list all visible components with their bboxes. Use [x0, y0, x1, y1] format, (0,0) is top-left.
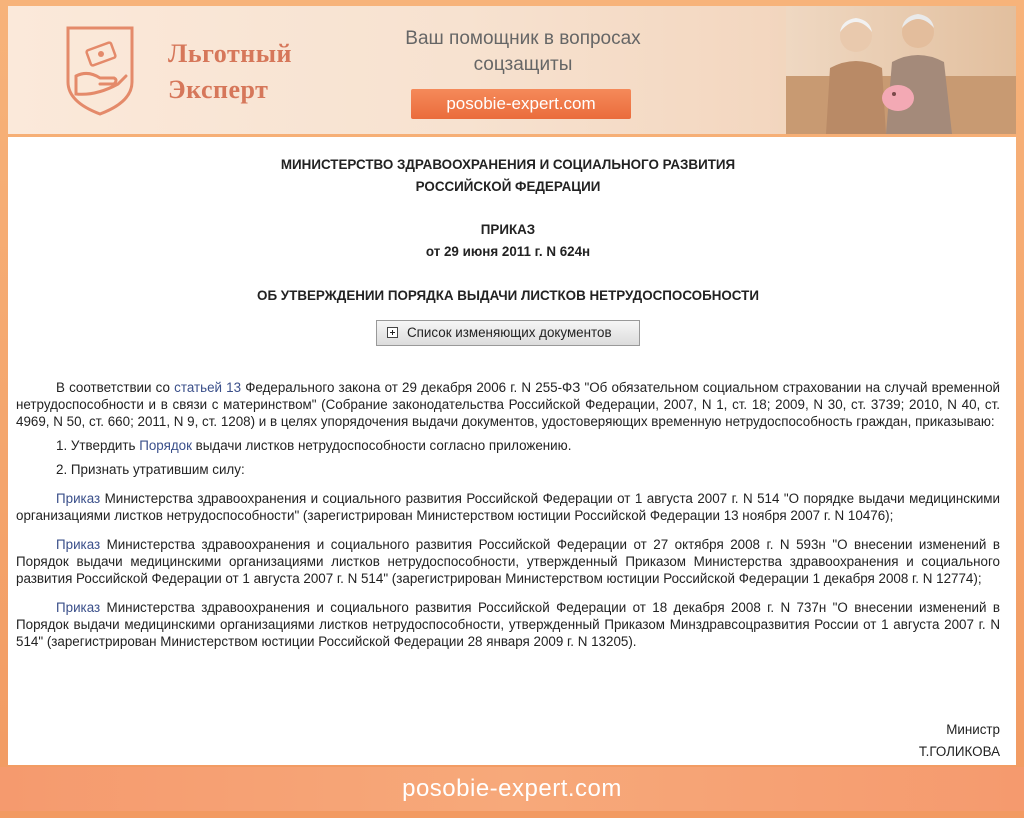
- revoked-order-2-text: Министерства здравоохранения и социального развития Российской Федерации от 27 октября 2008 г. N 593н "О внесении изменений в Порядок выдачи медицинскими организациями листков нетрудоспособности, утвержденный Приказом Министерства здравоохранения и социального развития Российской Федерации от 1 августа 2007 г. N 514" (зарегистрирован Министерством юстиции Российской Федерации 1 декабря 2008 г. N 12774);: [16, 537, 1000, 586]
- preamble-paragraph: [16, 379, 1000, 430]
- brand-name: [168, 36, 292, 108]
- order-text: [16, 379, 1000, 650]
- order-title: ПРИКАЗ: [480, 222, 536, 237]
- revoked-order-3: [16, 599, 1000, 650]
- revoked-order-1-link[interactable]: Приказ: [56, 491, 101, 506]
- item-2-paragraph: 2. Признать утратившим силу:: [56, 462, 245, 477]
- plus-expand-icon[interactable]: [387, 327, 398, 338]
- revoked-order-2-link[interactable]: Приказ: [56, 537, 101, 552]
- org-line-2: РОССИЙСКОЙ ФЕДЕРАЦИИ: [415, 179, 601, 194]
- preamble-text-start: В соответствии со: [56, 380, 175, 395]
- footer-banner: [0, 767, 1024, 811]
- revoked-order-3-link[interactable]: Приказ: [56, 600, 101, 615]
- revoked-order-2: [16, 536, 1000, 587]
- brand-line-2: Эксперт: [168, 75, 269, 104]
- article-13-link[interactable]: статьей 13: [174, 380, 242, 395]
- revoked-order-1-text: Министерства здравоохранения и социального развития Российской Федерации от 1 августа 2007 г. N 514 "О порядке выдачи медицинскими организациями листков нетрудоспособности" (зарегистрирован Министерством юстиции Российской Федерации 13 ноября 2007 г. N 10476);: [16, 491, 1000, 523]
- changes-list-label: Список изменяющих документов: [407, 325, 612, 340]
- item-1-text-end: выдачи листков нетрудоспособности согласно приложению.: [191, 438, 572, 453]
- revoked-order-1: [16, 490, 1000, 524]
- header-banner: [8, 6, 1016, 134]
- item-1-text-start: 1. Утвердить: [56, 438, 140, 453]
- changes-wrap: [16, 320, 1000, 346]
- order-heading: [16, 219, 1000, 263]
- org-line-1: МИНИСТЕРСТВО ЗДРАВООХРАНЕНИЯ И СОЦИАЛЬНОГО РАЗВИТИЯ: [280, 157, 736, 172]
- signer-name: Т.ГОЛИКОВА: [918, 744, 1000, 759]
- tagline: [378, 26, 668, 78]
- signer-title: Министр: [946, 722, 1000, 737]
- tagline-line-2: соцзащиты: [473, 54, 573, 75]
- elderly-couple-photo: [786, 6, 1016, 134]
- document-body: [8, 137, 1016, 765]
- footer-site-link[interactable]: posobie-expert.com: [402, 775, 622, 802]
- tagline-line-1: Ваш помощник в вопросах: [405, 28, 641, 49]
- preamble-text-end: Федерального закона от 29 декабря 2006 г. N 255-ФЗ "Об обязательном социальном страховании на случай временной нетрудоспособности и в связи с материнством" (Собрание законодательства Российской Федерации, 2007, N 1, ст. 18; 2009, N 30, ст. 3739; 2010, N 40, ст. 4969, N 50, ст. 660; 2011, N 9, ст. 1208) и в целях упорядочения выдачи документов, удостоверяющих временную нетрудоспособность граждан, приказываю:: [16, 380, 1001, 429]
- procedure-link[interactable]: Порядок: [139, 438, 192, 453]
- order-subject: ОБ УТВЕРЖДЕНИИ ПОРЯДКА ВЫДАЧИ ЛИСТКОВ НЕТРУДОСПОСОБНОСТИ: [257, 288, 759, 303]
- order-date: от 29 июня 2011 г. N 624н: [425, 244, 591, 259]
- brand-line-1: Льготный: [168, 39, 292, 68]
- changes-list-button[interactable]: [376, 320, 640, 346]
- hand-money-logo-icon: [60, 24, 140, 116]
- site-link-button[interactable]: posobie-expert.com: [411, 89, 631, 119]
- item-1-paragraph: [16, 437, 1000, 454]
- org-heading: [16, 154, 1000, 198]
- signature-block: [919, 719, 1000, 763]
- revoked-order-3-text: Министерства здравоохранения и социального развития Российской Федерации от 18 декабря 2008 г. N 737н "О внесении изменений в Порядок выдачи медицинскими организациями листков нетрудоспособности, утвержденный Приказом Минздравсоцразвития России от 1 августа 2007 г. N 514" (зарегистрирован Министерством юстиции Российской Федерации 28 января 2009 г. N 13205).: [16, 600, 1000, 649]
